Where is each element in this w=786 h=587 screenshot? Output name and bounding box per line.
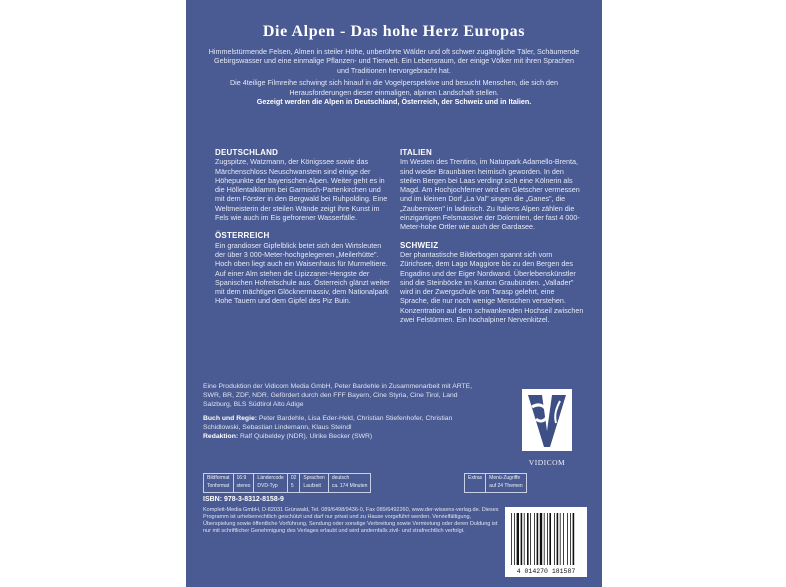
spec-label: Laufzeit	[303, 483, 321, 489]
spec-value: auf 24 Themen	[489, 483, 523, 489]
specs-col-values-1	[234, 474, 255, 492]
redaktion-label: Redaktion:	[203, 433, 239, 440]
barcode-bar	[534, 513, 535, 565]
redaktion-value: Ralf Quibeldey (NDR), Ulrike Becker (SWR)	[240, 433, 373, 440]
barcode-bar	[517, 513, 519, 565]
right-column	[400, 148, 584, 333]
intro-paragraph-1: Himmelstürmende Felsen, Almen in steiler Höhe, unberührte Wälder und oft schwer zugängliche Täler, Schäumende Gebirgswasser und eine einmalige Pflanzen- und Tierwelt. Ein Lebensraum, der einige Völker mit ihren Sprachen und Traditionen hervorgebracht hat.	[208, 47, 580, 75]
spec-value: deutsch	[331, 475, 350, 481]
barcode-icon	[505, 507, 587, 577]
buch-label: Buch und Regie:	[203, 415, 257, 422]
text-oesterreich: Ein grandioser Gipfelblick betet sich den Wirtsleuten der über 3 000-Meter-hochgelegenen „Meilerhütte". Hoch oben liegt auch ein Waisenhaus für Murmeltiere. Auf einer Alm stehen die Lipizzaner-Hengste der Spanischen Hofreitschule aus. Österreich glänzt weiter mit dem mächtigen Glöcknermassiv, dem Nationalpark Hohe Tauern und dem Gipfel des Piz Buin.	[215, 240, 390, 306]
barcode-bar	[530, 513, 531, 565]
buch-value: Peter Bardehle, Lisa Eder-Held, Christian Stiefenhofer, Christian Schidlowski, Sebastian Lindemann, Klaus Steindl	[203, 415, 453, 431]
spec-label: DVD-Typ	[257, 483, 278, 489]
barcode-bar	[573, 513, 575, 565]
tech-specs-table	[203, 473, 371, 493]
spec-label: Tonformat	[207, 483, 230, 489]
heading-italien: ITALIEN	[400, 148, 432, 157]
spec-label: Bildformat	[207, 475, 230, 481]
publisher-legal-text: Komplett-Media GmbH, D-82031 Grünwald, Tel. 089/6498/9436-0, Fax 089/6492260, www.der-wissens-verlag.de. Dieses Programm ist urheberrechtlich geschützt und darf nur privat und zu Hause vorgeführt werden. Vervielfältigung, Überspielung sowie öffentliche Vorführung, Sendung oder sonstige Verbreitung sowie Vermietung oder deren Duldung ist nur mit schriftlicher Genehmigung des Verlages erlaubt und wird andernfalls zivil- und strafrechtlich verfolgt.	[203, 507, 499, 534]
cover-title: Die Alpen - Das hohe Herz Europas	[262, 23, 526, 40]
logo-text: VIDICOM	[528, 458, 566, 467]
barcode-bar	[527, 513, 529, 565]
barcode-bar	[524, 513, 525, 565]
spec-label: Extras	[468, 475, 483, 481]
direction-credits	[203, 414, 485, 441]
spec-value: 02	[290, 475, 297, 481]
vidicom-logo-icon	[516, 385, 578, 455]
barcode-bar	[567, 513, 568, 565]
spec-value: Menü-Zugriffe	[489, 475, 521, 481]
specs-col-values-2	[288, 474, 301, 492]
production-credits: Eine Produktion der Vidicom Media GmbH, Peter Bardehle in Zusammenarbeit mit ARTE, SWR, BR, ZDF, NDR. Gefördert durch den FFF Bayern, Cine Styria, Cine Tirol, Land Salzburg, BLS Südtirol Alto Adige	[203, 383, 473, 408]
intro-highlight: Gezeigt werden die Alpen in Deutschland, Österreich, der Schweiz und in Italien.	[256, 97, 532, 107]
barcode-bar	[554, 513, 555, 565]
heading-oesterreich: ÖSTERREICH	[215, 231, 270, 241]
intro-text	[208, 47, 580, 106]
spec-value: 5	[290, 483, 294, 489]
text-schweiz: Der phantastische Bilderbogen spannt sich vom Zürichsee, dem Lago Maggiore bis zu den Bergen des Engadins und der Eiger Nordwand. Überlebenskünstler sind die Steinböcke im Kanton Graubünden. „Vallader" wird in der Zwergschule von Tarasp gelehrt, eine Sprache, die nur noch wenige Menschen verstehen. Konzentration auf dem schwankenden Hochseil zwischen zwei Felstürmen. Ein hochalpiner Nervenkitzel.	[400, 249, 584, 325]
barcode-bar	[544, 513, 545, 565]
barcode-bar	[537, 513, 539, 565]
heading-schweiz: SCHWEIZ	[400, 240, 439, 250]
barcode-bar	[540, 513, 542, 565]
barcode-bar	[521, 513, 523, 565]
credits-block	[203, 382, 485, 446]
extras-value-cell	[486, 474, 526, 492]
specs-col-labels-2	[254, 474, 287, 492]
barcode-digits: 4 014270 181587	[516, 568, 576, 575]
spec-value: ca. 174 Minuten	[331, 483, 368, 489]
barcode-bar	[560, 513, 561, 565]
heading-deutschland: DEUTSCHLAND	[215, 148, 279, 157]
text-deutschland: Zugspitze, Watzmann, der Königssee sowie das Märchenschloss Neuschwanstein sind einige der Höhepunkte der bayerischen Alpen. Weiter geht es in die Höllentalklamm bei Garmisch-Partenkirchen und mit dem Förster in den Bergwald bei Ruhpolding. Eine Weltmeisterin der steilen Wände zeigt ihre Kunst im Fels wie auch im Eis gefrorener Wasserfälle.	[215, 157, 388, 223]
specs-col-values-3	[329, 474, 371, 492]
text-italien: Im Westen des Trentino, im Naturpark Adamello-Brenta, sind wieder Braunbären heimisch geworden. In den steilen Bergen bei Laas verdingt sich eine Kölnerin als Magd. Am Hochjochferner wird ein Gletscher vermessen und im kleinen Dorf „La Val" singen die „Ganes", die „Zaubernixen" in ladinisch. Zu Italiens Alpen zählen die einzigartigen Felsmassive der Dolomiten, der fast 4 000-Meter-hohe Ortler wie auch der Gardasee.	[400, 157, 580, 232]
barcode-bar	[557, 513, 559, 565]
dvd-back-cover	[186, 0, 602, 587]
barcode-bar	[563, 513, 564, 565]
specs-col-labels-3	[300, 474, 328, 492]
barcode-bar	[511, 513, 512, 565]
barcode-bar	[570, 513, 571, 565]
left-column	[215, 148, 391, 315]
spec-value: 16:9	[236, 475, 247, 481]
specs-col-labels-1	[204, 474, 234, 492]
spec-label: Ländercode	[257, 475, 284, 481]
isbn: ISBN: 978-3-8312-8158-9	[203, 496, 284, 503]
spec-label: Sprachen	[303, 475, 325, 481]
barcode-bar	[547, 513, 548, 565]
spec-value: stereo	[236, 483, 251, 489]
extras-label-cell	[465, 474, 486, 492]
extras-table	[464, 473, 527, 493]
barcode-bar	[514, 513, 515, 565]
barcode-bar	[549, 513, 551, 565]
intro-paragraph-2: Die 4teilige Filmreihe schwingt sich hinauf in die Vogelperspektive und besucht Menschen, die sich den Herausforderungen dieser einmaligen, alpinen Landschaft stellen.	[229, 78, 559, 97]
